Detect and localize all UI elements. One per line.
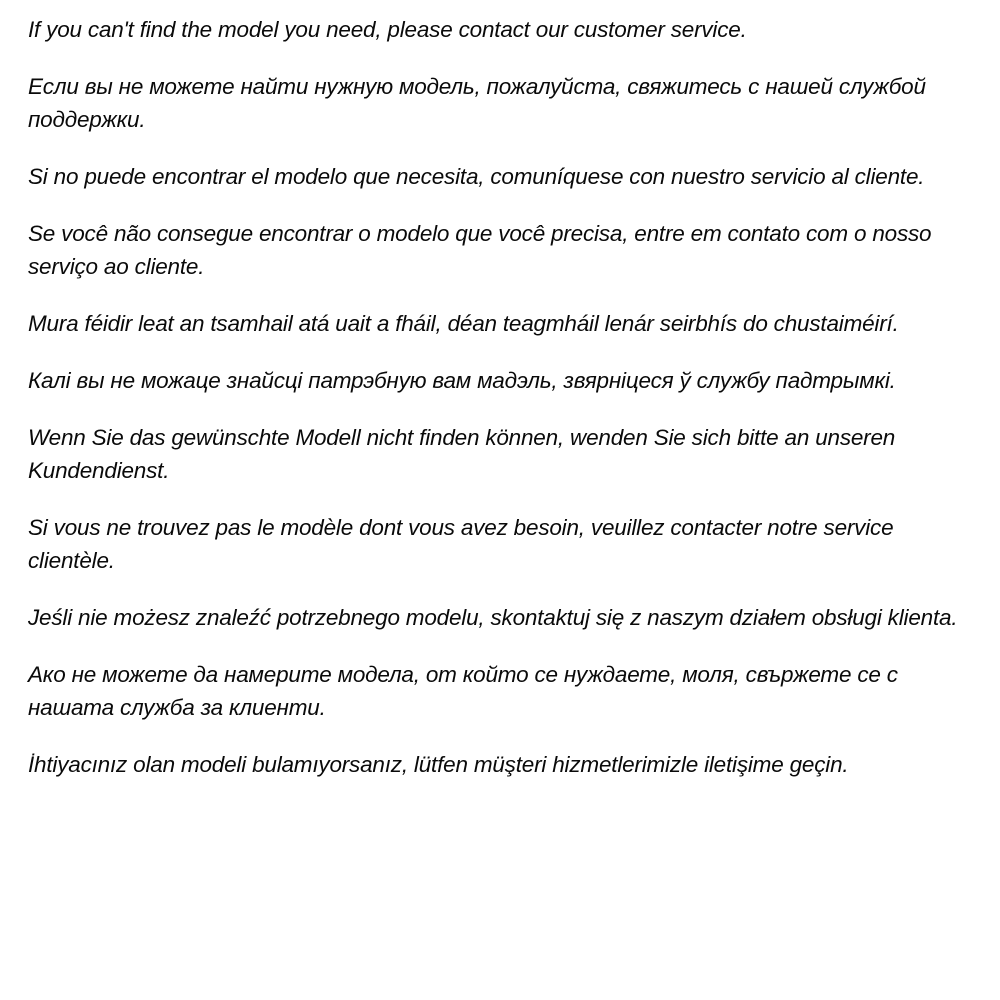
notice-paragraph-pt: Se você não consegue encontrar o modelo que você precisa, entre em contato com o nosso serviço ao cliente.	[28, 221, 932, 279]
notice-paragraph-fr: Si vous ne trouvez pas le modèle dont vous avez besoin, veuillez contacter notre service clientèle.	[28, 515, 894, 573]
notice-paragraph-es: Si no puede encontrar el modelo que necesita, comuníquese con nuestro servicio al cliente.	[28, 164, 925, 189]
notice-paragraph-ga: Mura féidir leat an tsamhail atá uait a fháil, déan teagmháil lenár seirbhís do chustaiméirí.	[28, 311, 899, 336]
notice-paragraph-be: Калі вы не можаце знайсці патрэбную вам мадэль, звярніцеся ў службу падтрымкі.	[28, 368, 896, 393]
notice-paragraph-de: Wenn Sie das gewünschte Modell nicht finden können, wenden Sie sich bitte an unseren Kundendienst.	[28, 425, 896, 483]
notice-paragraph-en: If you can't find the model you need, please contact our customer service.	[28, 17, 747, 42]
notice-paragraph-pl: Jeśli nie możesz znaleźć potrzebnego modelu, skontaktuj się z naszym działem obsługi klienta.	[28, 605, 958, 630]
notice-paragraph-bg: Ако не можете да намерите модела, от който се нуждаете, моля, свържете се с нашата служба за клиенти.	[28, 662, 898, 720]
notice-paragraph-tr: İhtiyacınız olan modeli bulamıyorsanız, lütfen müşteri hizmetlerimizle iletişime geçin.	[28, 752, 849, 777]
notice-paragraph-ru: Если вы не можете найти нужную модель, пожалуйста, свяжитесь с нашей службой поддержки.	[28, 74, 926, 132]
